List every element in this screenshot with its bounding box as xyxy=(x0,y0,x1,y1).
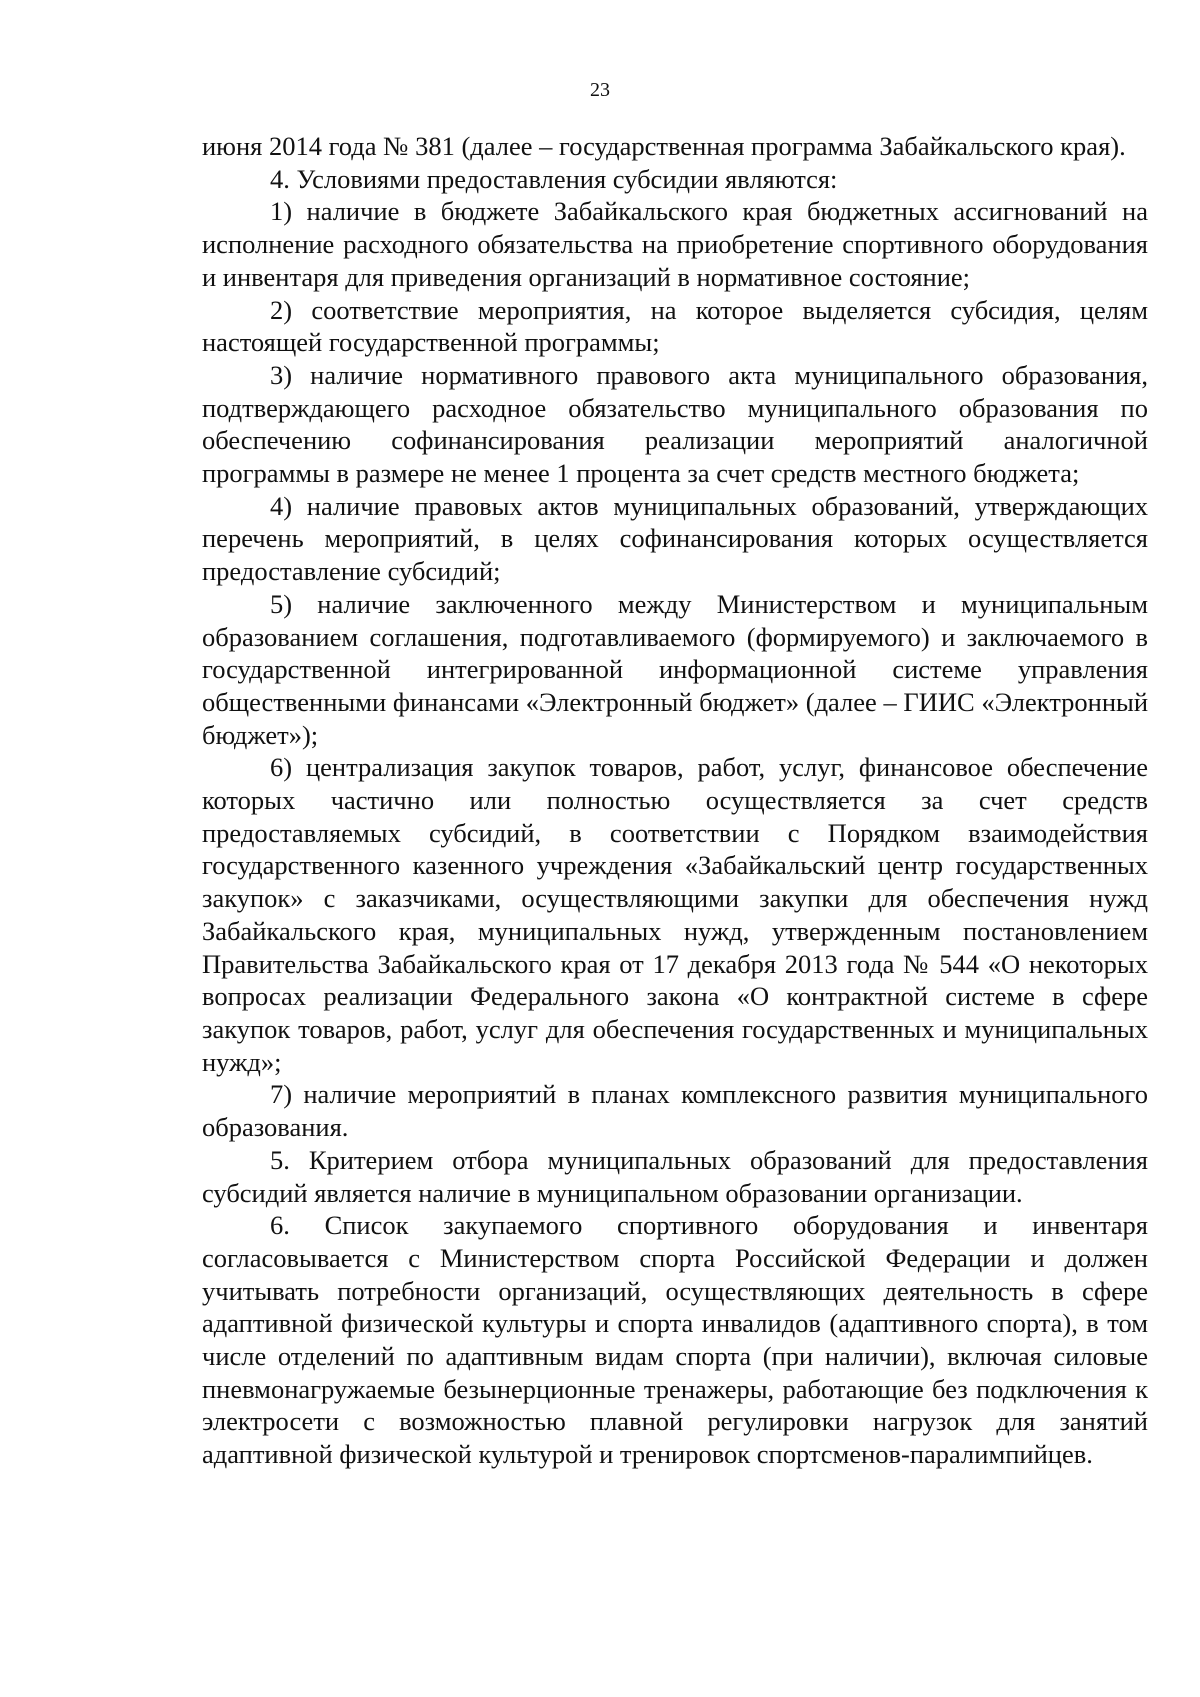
document-body xyxy=(202,130,1148,1471)
paragraph-condition-1: 1) наличие в бюджете Забайкальского края бюджетных ассигнований на исполнение расходного обязательства на приобретение спортивного оборудования и инвентаря для приведения организаций в нормативное состояние; xyxy=(202,196,1148,292)
paragraph-condition-2: 2) соответствие мероприятия, на которое выделяется субсидия, целям настоящей государственной программы; xyxy=(202,294,1148,358)
paragraph-condition-4: 4) наличие правовых актов муниципальных образований, утверждающих перечень мероприятий, в целях софинансирования которых осуществляется предоставление субсидий; xyxy=(202,490,1148,587)
paragraph-condition-3: 3) наличие нормативного правового акта муниципального образования, подтверждающего расходное обязательство муниципального образования по обеспечению софинансирования реализации мероприятий аналогичной программы в размере не менее 1 процента за счет средств местного бюджета; xyxy=(202,359,1148,489)
paragraph-condition-7: 7) наличие мероприятий в планах комплексного развития муниципального образования. xyxy=(202,1079,1148,1143)
paragraph-item-6-equipment-list: 6. Список закупаемого спортивного оборудования и инвентаря согласовывается с Министерством спорта Российской Федерации и должен учитывать потребности организаций, осуществляющих деятельность в сфере адаптивной физической культуры и спорта инвалидов (адаптивного спорта), в том числе отделений по адаптивным видам спорта (при наличии), включая силовые пневмонагружаемые безынерционные тренажеры, работающие без подключения к электросети с возможностью плавной регулировки нагрузок для занятий адаптивной физической культурой и тренировок спортсменов-паралимпийцев. xyxy=(202,1210,1148,1470)
paragraph-continuation: июня 2014 года № 381 (далее – государственная программа Забайкальского края). xyxy=(202,131,1126,161)
paragraph-item-4-heading: 4. Условиями предоставления субсидии являются: xyxy=(270,163,838,194)
paragraph-item-5-criterion: 5. Критерием отбора муниципальных образований для предоставления субсидий является наличие в муниципальном образовании организации. xyxy=(202,1144,1148,1208)
paragraph-condition-5: 5) наличие заключенного между Министерством и муниципальным образованием соглашения, подготавливаемого (формируемого) и заключаемого в государственной интегрированной информационной системе управления общественными финансами «Электронный бюджет» (далее – ГИИС «Электронный бюджет»); xyxy=(202,588,1148,750)
page-number: 23 xyxy=(590,79,610,101)
paragraph-condition-6: 6) централизация закупок товаров, работ, услуг, финансовое обеспечение которых частично или полностью осуществляется за счет средств предоставляемых субсидий, в соответствии с Порядком взаимодействия государственного казенного учреждения «Забайкальский центр государственных закупок» с заказчиками, осуществляющими закупки для обеспечения нужд Забайкальского края, муниципальных нужд, утвержденным постановлением Правительства Забайкальского края от 17 декабря 2013 года № 544 «О некоторых вопросах реализации Федерального закона «О контрактной системе в сфере закупок товаров, работ, услуг для обеспечения государственных и муниципальных нужд»; xyxy=(202,752,1148,1077)
